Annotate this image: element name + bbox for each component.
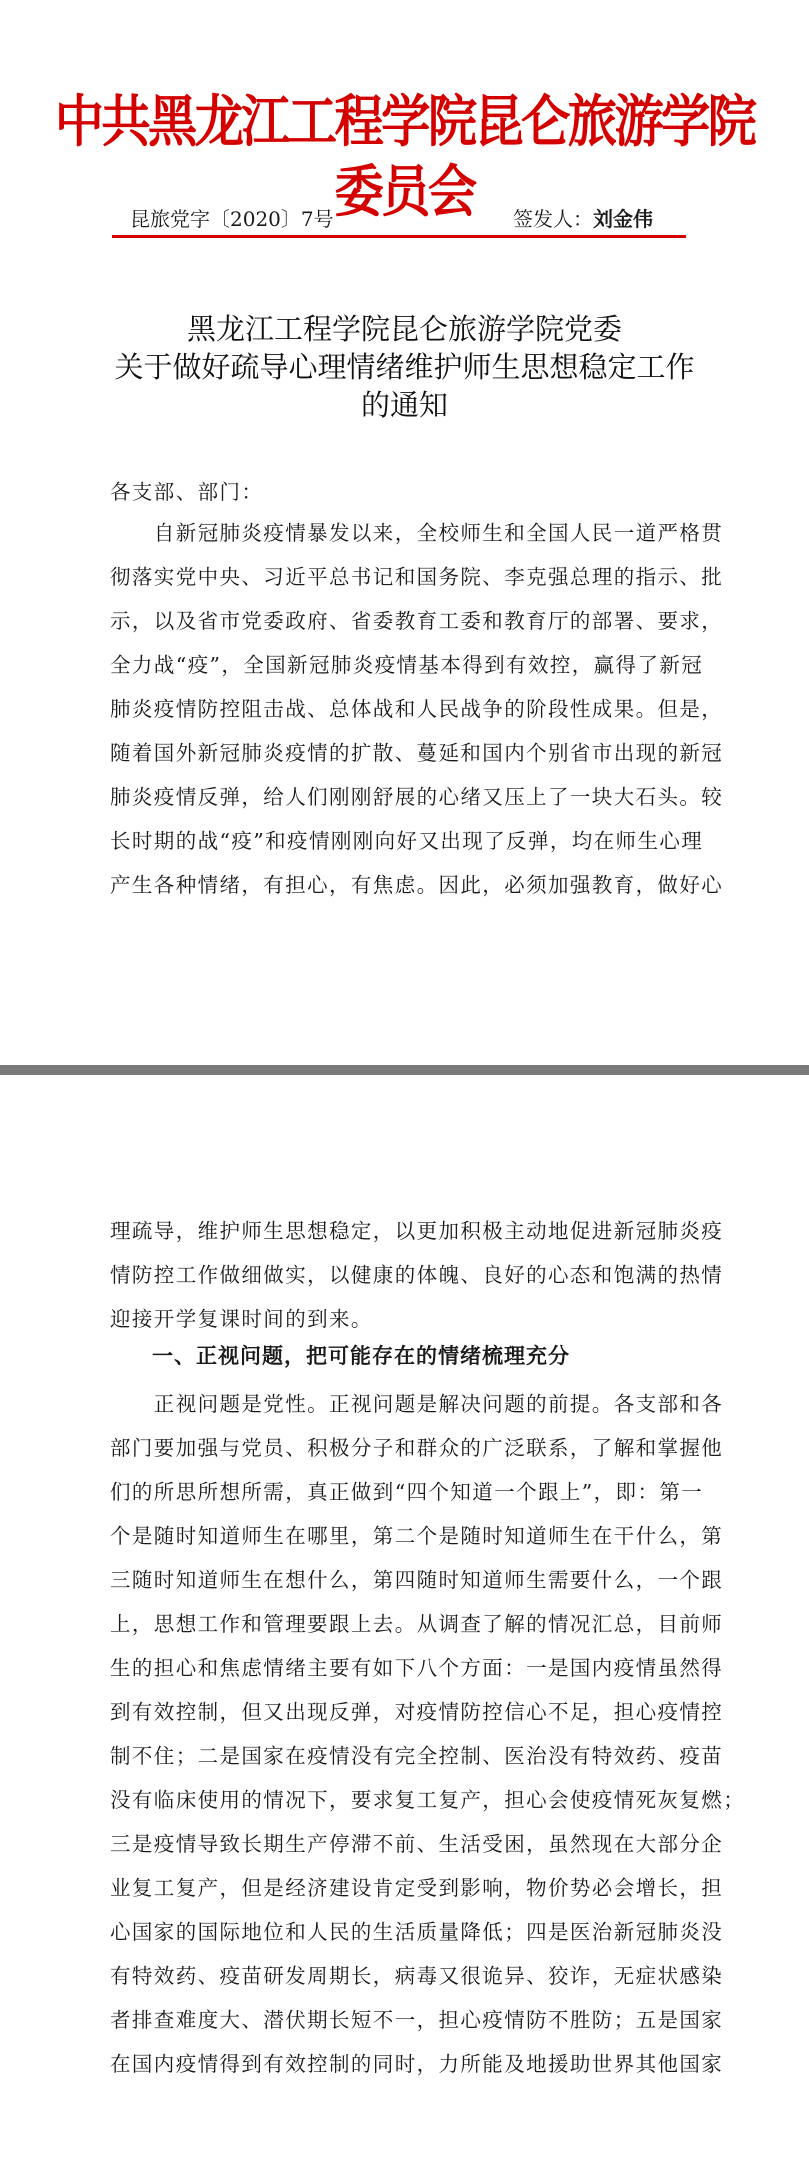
body-line: 有特效药、疫苗研发周期长，病毒又很诡异、狡诈，无症状感染: [110, 1964, 724, 1988]
body-paragraph-continued: [110, 1209, 724, 1341]
body-line: 肺炎疫情反弹，给人们刚刚舒展的心绪又压上了一块大石头。较: [110, 785, 724, 809]
body-line: 上，思想工作和管理要跟上去。从调查了解的情况汇总，目前师: [110, 1612, 724, 1636]
body-line: 业复工复产，但是经济建设肯定受到影响，物价势必会增长，担: [110, 1876, 724, 1900]
body-line: 正视问题是党性。正视问题是解决问题的前提。各支部和各: [110, 1392, 724, 1416]
body-line: 情防控工作做细做实，以健康的体魄、良好的心态和饱满的热情: [110, 1263, 724, 1287]
signer: [513, 203, 653, 232]
body-line: 示，以及省市党委政府、省委教育工委和教育厅的部署、要求，: [110, 609, 724, 633]
signer-name: 刘金伟: [593, 207, 653, 231]
body-line: 理疏导，维护师生思想稳定，以更加积极主动地促进新冠肺炎疫: [110, 1219, 724, 1243]
body-line: 三是疫情导致长期生产停滞不前、生活受困，虽然现在大部分企: [110, 1832, 724, 1856]
page-separator: [0, 1065, 809, 1075]
body-line: 制不住；二是国家在疫情没有完全控制、医治没有特效药、疫苗: [110, 1744, 724, 1768]
document-number: 昆旅党字〔2020〕7号: [130, 207, 334, 231]
body-line: 在国内疫情得到有效控制的同时，力所能及地援助世界其他国家: [110, 2052, 724, 2076]
title-line: 黑龙江工程学院昆仑旅游学院党委: [186, 312, 622, 346]
body-line: 生的担心和焦虑情绪主要有如下八个方面：一是国内疫情虽然得: [110, 1656, 724, 1680]
body-line: 心国家的国际地位和人民的生活质量降低；四是医治新冠肺炎没: [110, 1920, 724, 1944]
body-line: 产生各种情绪，有担心，有焦虑。因此，必须加强教育，做好心: [110, 873, 724, 897]
title-line: 关于做好疏导心理情绪维护师生思想稳定工作: [114, 350, 695, 384]
body-line: 三随时知道师生在想什么，第四随时知道师生需要什么，一个跟: [110, 1568, 724, 1592]
document-title: [0, 310, 809, 424]
body-line: 没有临床使用的情况下，要求复工复产，担心会使疫情死灰复燃；: [110, 1788, 746, 1812]
body-line: 者排查难度大、潜伏期长短不一，担心疫情防不胜防；五是国家: [110, 2008, 724, 2032]
body-line: 个是随时知道师生在哪里，第二个是随时知道师生在干什么，第: [110, 1524, 724, 1548]
body-line: 迎接开学复课时间的到来。: [110, 1307, 373, 1331]
document-page-1: [0, 0, 809, 1065]
section-heading: 一、正视问题，把可能存在的情绪梳理充分: [152, 1344, 570, 1368]
body-line: 随着国外新冠肺炎疫情的扩散、蔓延和国内个别省市出现的新冠: [110, 741, 724, 765]
body-line: 们的所思所想所需，真正做到“四个知道一个跟上”，即：第一: [110, 1480, 704, 1504]
body-line: 彻落实党中央、习近平总书记和国务院、李克强总理的指示、批: [110, 565, 724, 589]
salutation: 各支部、部门：: [110, 480, 264, 504]
body-line: 部门要加强与党员、积极分子和群众的广泛联系，了解和掌握他: [110, 1436, 724, 1460]
body-line: 全力战“疫”，全国新冠肺炎疫情基本得到有效控，赢得了新冠: [110, 653, 704, 677]
body-line: 肺炎疫情防控阻击战、总体战和人民战争的阶段性成果。但是，: [110, 697, 724, 721]
title-line: 的通知: [360, 388, 448, 422]
body-line: 长时期的战“疫”和疫情刚刚向好又出现了反弹，均在师生心理: [110, 829, 704, 853]
signer-label: 签发人：: [513, 207, 593, 231]
body-paragraph-intro: [110, 511, 724, 907]
body-line: 自新冠肺炎疫情暴发以来，全校师生和全国人民一道严格贯: [110, 521, 724, 545]
body-paragraph-section1: [110, 1382, 746, 2086]
letterhead: 中共黑龙江工程学院昆仑旅游学院委员会: [54, 90, 755, 225]
body-line: 到有效控制，但又出现反弹，对疫情防控信心不足，担心疫情控: [110, 1700, 724, 1724]
red-divider-line: [112, 235, 686, 238]
